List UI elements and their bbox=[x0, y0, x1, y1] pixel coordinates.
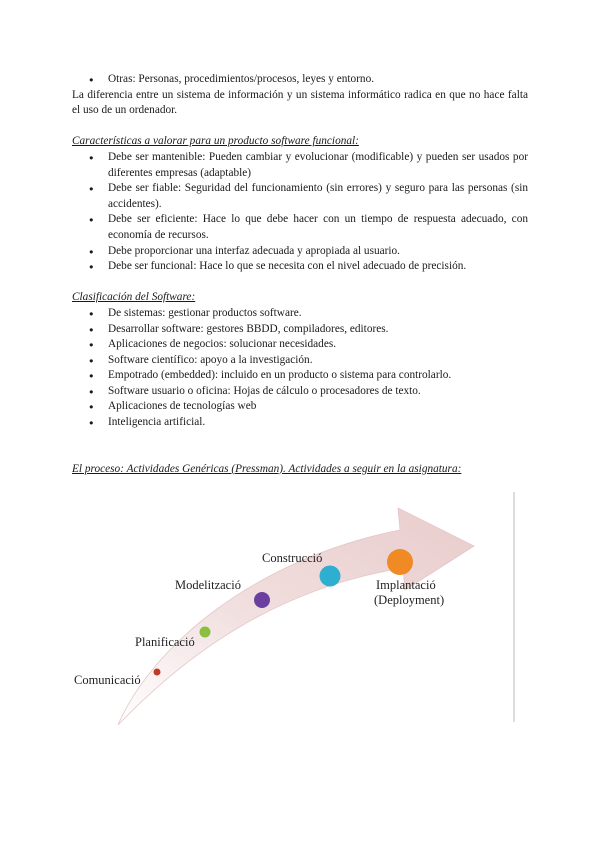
list-item: ● Aplicaciones de tecnologías web bbox=[72, 399, 528, 415]
list-item: ● Aplicaciones de negocios: solucionar necesidades. bbox=[72, 337, 528, 353]
list-item: ● Empotrado (embedded): incluido en un producto o sistema para controlarlo. bbox=[72, 368, 528, 384]
list-item: ● Debe ser fiable: Seguridad del funcionamiento (sin errores) y seguro para las personas (sin accidentes). bbox=[72, 181, 528, 212]
list-item: ● Otras: Personas, procedimientos/procesos, leyes y entorno. bbox=[72, 72, 528, 88]
list-item: ● Debe ser mantenible: Pueden cambiar y evolucionar (modificable) y pueden ser usados por diferentes empresas (adaptable) bbox=[72, 150, 528, 181]
list-item: ● Debe ser funcional: Hace lo que se necesita con el nivel adecuado de precisión. bbox=[72, 259, 528, 275]
list-item: ● Inteligencia artificial. bbox=[72, 415, 528, 431]
stage-label-construccio: Construcció bbox=[262, 551, 323, 565]
document-page bbox=[72, 72, 528, 477]
stage-label-comunicacio: Comunicació bbox=[74, 673, 141, 687]
stage-label-implantacio: Implantació bbox=[376, 578, 436, 592]
caracteristicas-list bbox=[72, 150, 528, 275]
stage-dot-implantacio bbox=[387, 549, 413, 575]
stage-dot-modelitzacio bbox=[254, 592, 270, 608]
list-item: ● Desarrollar software: gestores BBDD, compiladores, editores. bbox=[72, 322, 528, 338]
list-item: ● Software usuario o oficina: Hojas de cálculo o procesadores de texto. bbox=[72, 384, 528, 400]
stage-dot-planificacio bbox=[200, 627, 211, 638]
stage-dot-construccio bbox=[320, 566, 341, 587]
intro-paragraph: La diferencia entre un sistema de información y un sistema informático radica en que no hace falta el uso de un ordenador. bbox=[72, 88, 528, 117]
stage-label-planificacio: Planificació bbox=[135, 635, 195, 649]
intro-list bbox=[72, 72, 528, 88]
list-item: ● Debe proporcionar una interfaz adecuada y apropiada al usuario. bbox=[72, 244, 528, 260]
process-arrow bbox=[118, 508, 474, 725]
list-item: ● Software científico: apoyo a la investigación. bbox=[72, 353, 528, 369]
stage-dot-comunicacio bbox=[154, 669, 161, 676]
clasificacion-list bbox=[72, 306, 528, 431]
stage-label-modelitzacio: Modelització bbox=[175, 578, 241, 592]
proceso-heading: El proceso: Actividades Genéricas (Pressman). Actividades a seguir en la asignatura: bbox=[72, 462, 462, 475]
clasificacion-heading: Clasificación del Software: bbox=[72, 291, 196, 304]
caracteristicas-heading: Características a valorar para un producto software funcional: bbox=[72, 135, 359, 148]
stage-sublabel-implantacio: (Deployment) bbox=[374, 593, 445, 607]
list-item: ● Debe ser eficiente: Hace lo que debe hacer con un tiempo de respuesta adecuado, con economía de recursos. bbox=[72, 212, 528, 243]
list-item: ● De sistemas: gestionar productos software. bbox=[72, 306, 528, 322]
